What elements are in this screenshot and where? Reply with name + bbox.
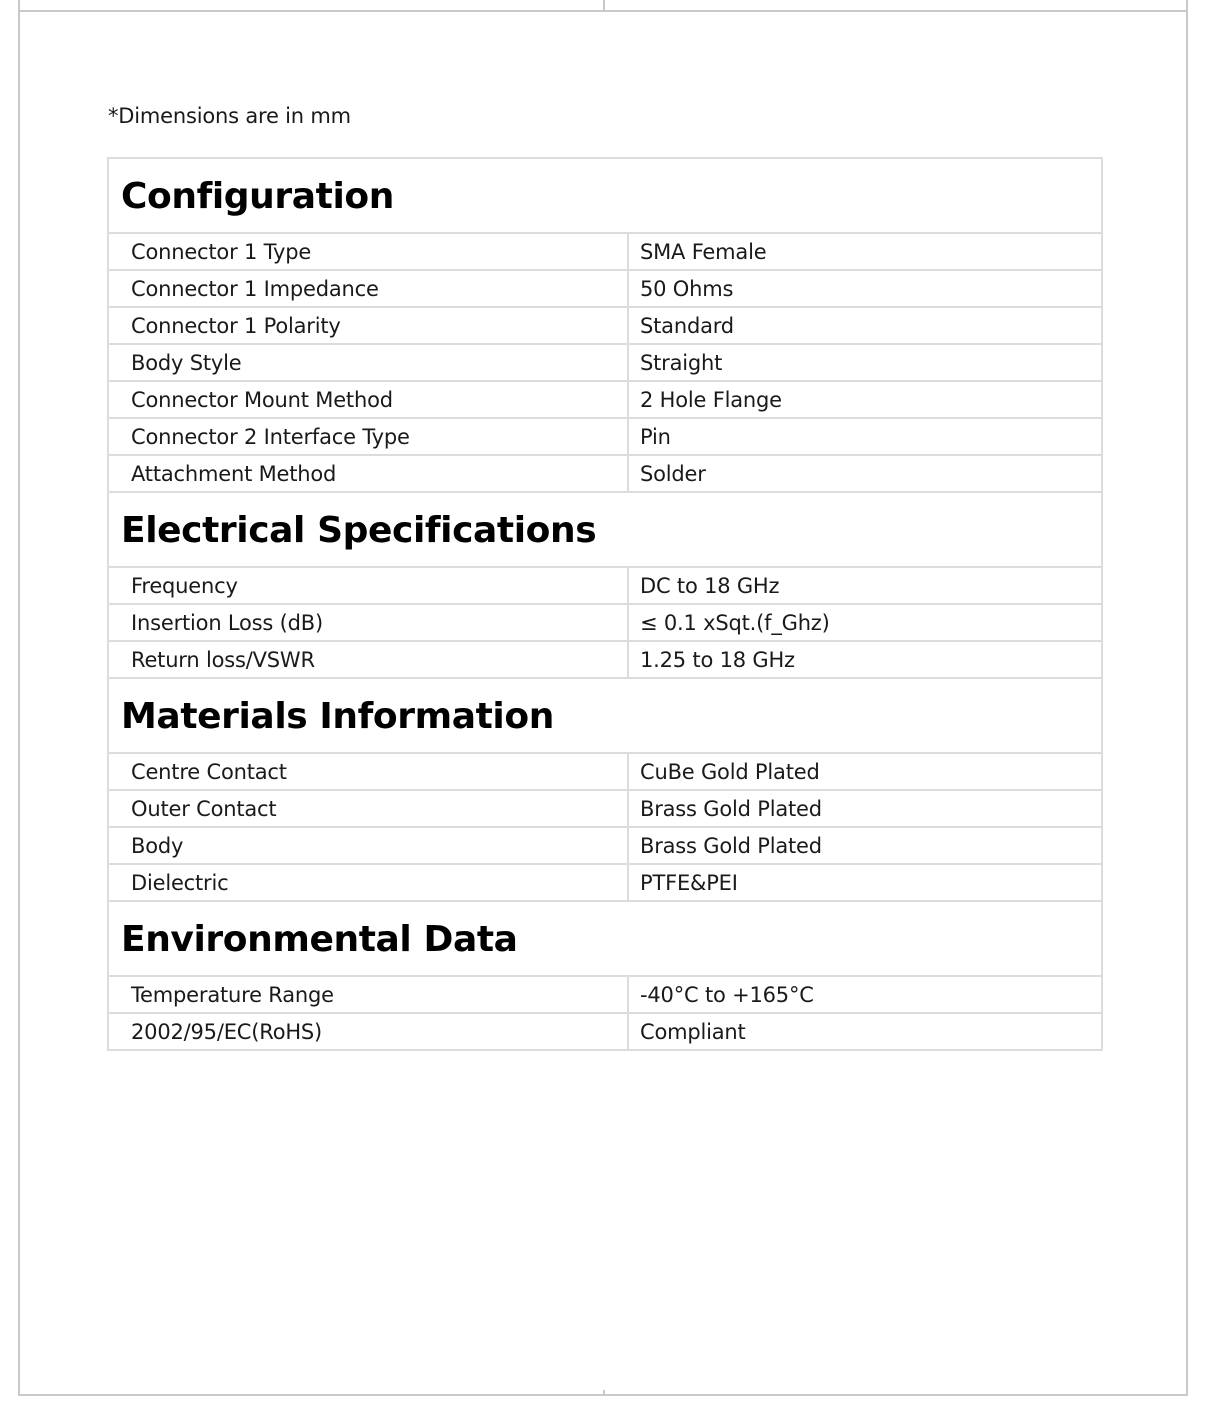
spec-label: Dielectric <box>108 864 628 901</box>
spec-value: PTFE&PEI <box>628 864 1102 901</box>
table-row <box>108 270 1102 307</box>
spec-label: Frequency <box>108 567 628 604</box>
spec-label: Body <box>108 827 628 864</box>
table-row <box>108 976 1102 1013</box>
table-row <box>108 567 1102 604</box>
spec-label: Connector 2 Interface Type <box>108 418 628 455</box>
spec-value: Brass Gold Plated <box>628 827 1102 864</box>
spec-value: DC to 18 GHz <box>628 567 1102 604</box>
section-title: Configuration <box>108 158 1102 233</box>
section-header-configuration <box>108 158 1102 233</box>
spec-label: 2002/95/EC(RoHS) <box>108 1013 628 1050</box>
spec-value: 2 Hole Flange <box>628 381 1102 418</box>
table-row <box>108 233 1102 270</box>
spec-value: ≤ 0.1 xSqt.(f_Ghz) <box>628 604 1102 641</box>
spec-value: Solder <box>628 455 1102 492</box>
table-row <box>108 344 1102 381</box>
spec-label: Attachment Method <box>108 455 628 492</box>
table-row <box>108 307 1102 344</box>
spec-label: Temperature Range <box>108 976 628 1013</box>
table-row <box>108 455 1102 492</box>
table-row <box>108 753 1102 790</box>
table-row <box>108 790 1102 827</box>
spec-label: Connector 1 Type <box>108 233 628 270</box>
spec-value: 50 Ohms <box>628 270 1102 307</box>
spec-label: Connector 1 Polarity <box>108 307 628 344</box>
section-title: Electrical Specifications <box>108 492 1102 567</box>
dimensions-note: *Dimensions are in mm <box>108 104 351 128</box>
spec-value: Standard <box>628 307 1102 344</box>
spec-value: -40°C to +165°C <box>628 976 1102 1013</box>
spec-label: Return loss/VSWR <box>108 641 628 678</box>
top-column-divider <box>603 0 605 12</box>
spec-value: Straight <box>628 344 1102 381</box>
table-row <box>108 604 1102 641</box>
spec-value: Brass Gold Plated <box>628 790 1102 827</box>
section-title: Materials Information <box>108 678 1102 753</box>
table-row <box>108 827 1102 864</box>
spec-table <box>107 157 1103 1051</box>
table-row <box>108 418 1102 455</box>
spec-value: CuBe Gold Plated <box>628 753 1102 790</box>
section-header-materials <box>108 678 1102 753</box>
table-row <box>108 1013 1102 1050</box>
spec-value: Compliant <box>628 1013 1102 1050</box>
section-title: Environmental Data <box>108 901 1102 976</box>
spec-label: Body Style <box>108 344 628 381</box>
spec-label: Insertion Loss (dB) <box>108 604 628 641</box>
spec-label: Connector Mount Method <box>108 381 628 418</box>
spec-value: SMA Female <box>628 233 1102 270</box>
table-row <box>108 641 1102 678</box>
spec-label: Outer Contact <box>108 790 628 827</box>
table-row <box>108 381 1102 418</box>
spec-value: 1.25 to 18 GHz <box>628 641 1102 678</box>
spec-label: Connector 1 Impedance <box>108 270 628 307</box>
section-header-environmental <box>108 901 1102 976</box>
spec-value: Pin <box>628 418 1102 455</box>
spec-label: Centre Contact <box>108 753 628 790</box>
bottom-column-divider <box>603 1390 605 1396</box>
section-header-electrical <box>108 492 1102 567</box>
table-row <box>108 864 1102 901</box>
